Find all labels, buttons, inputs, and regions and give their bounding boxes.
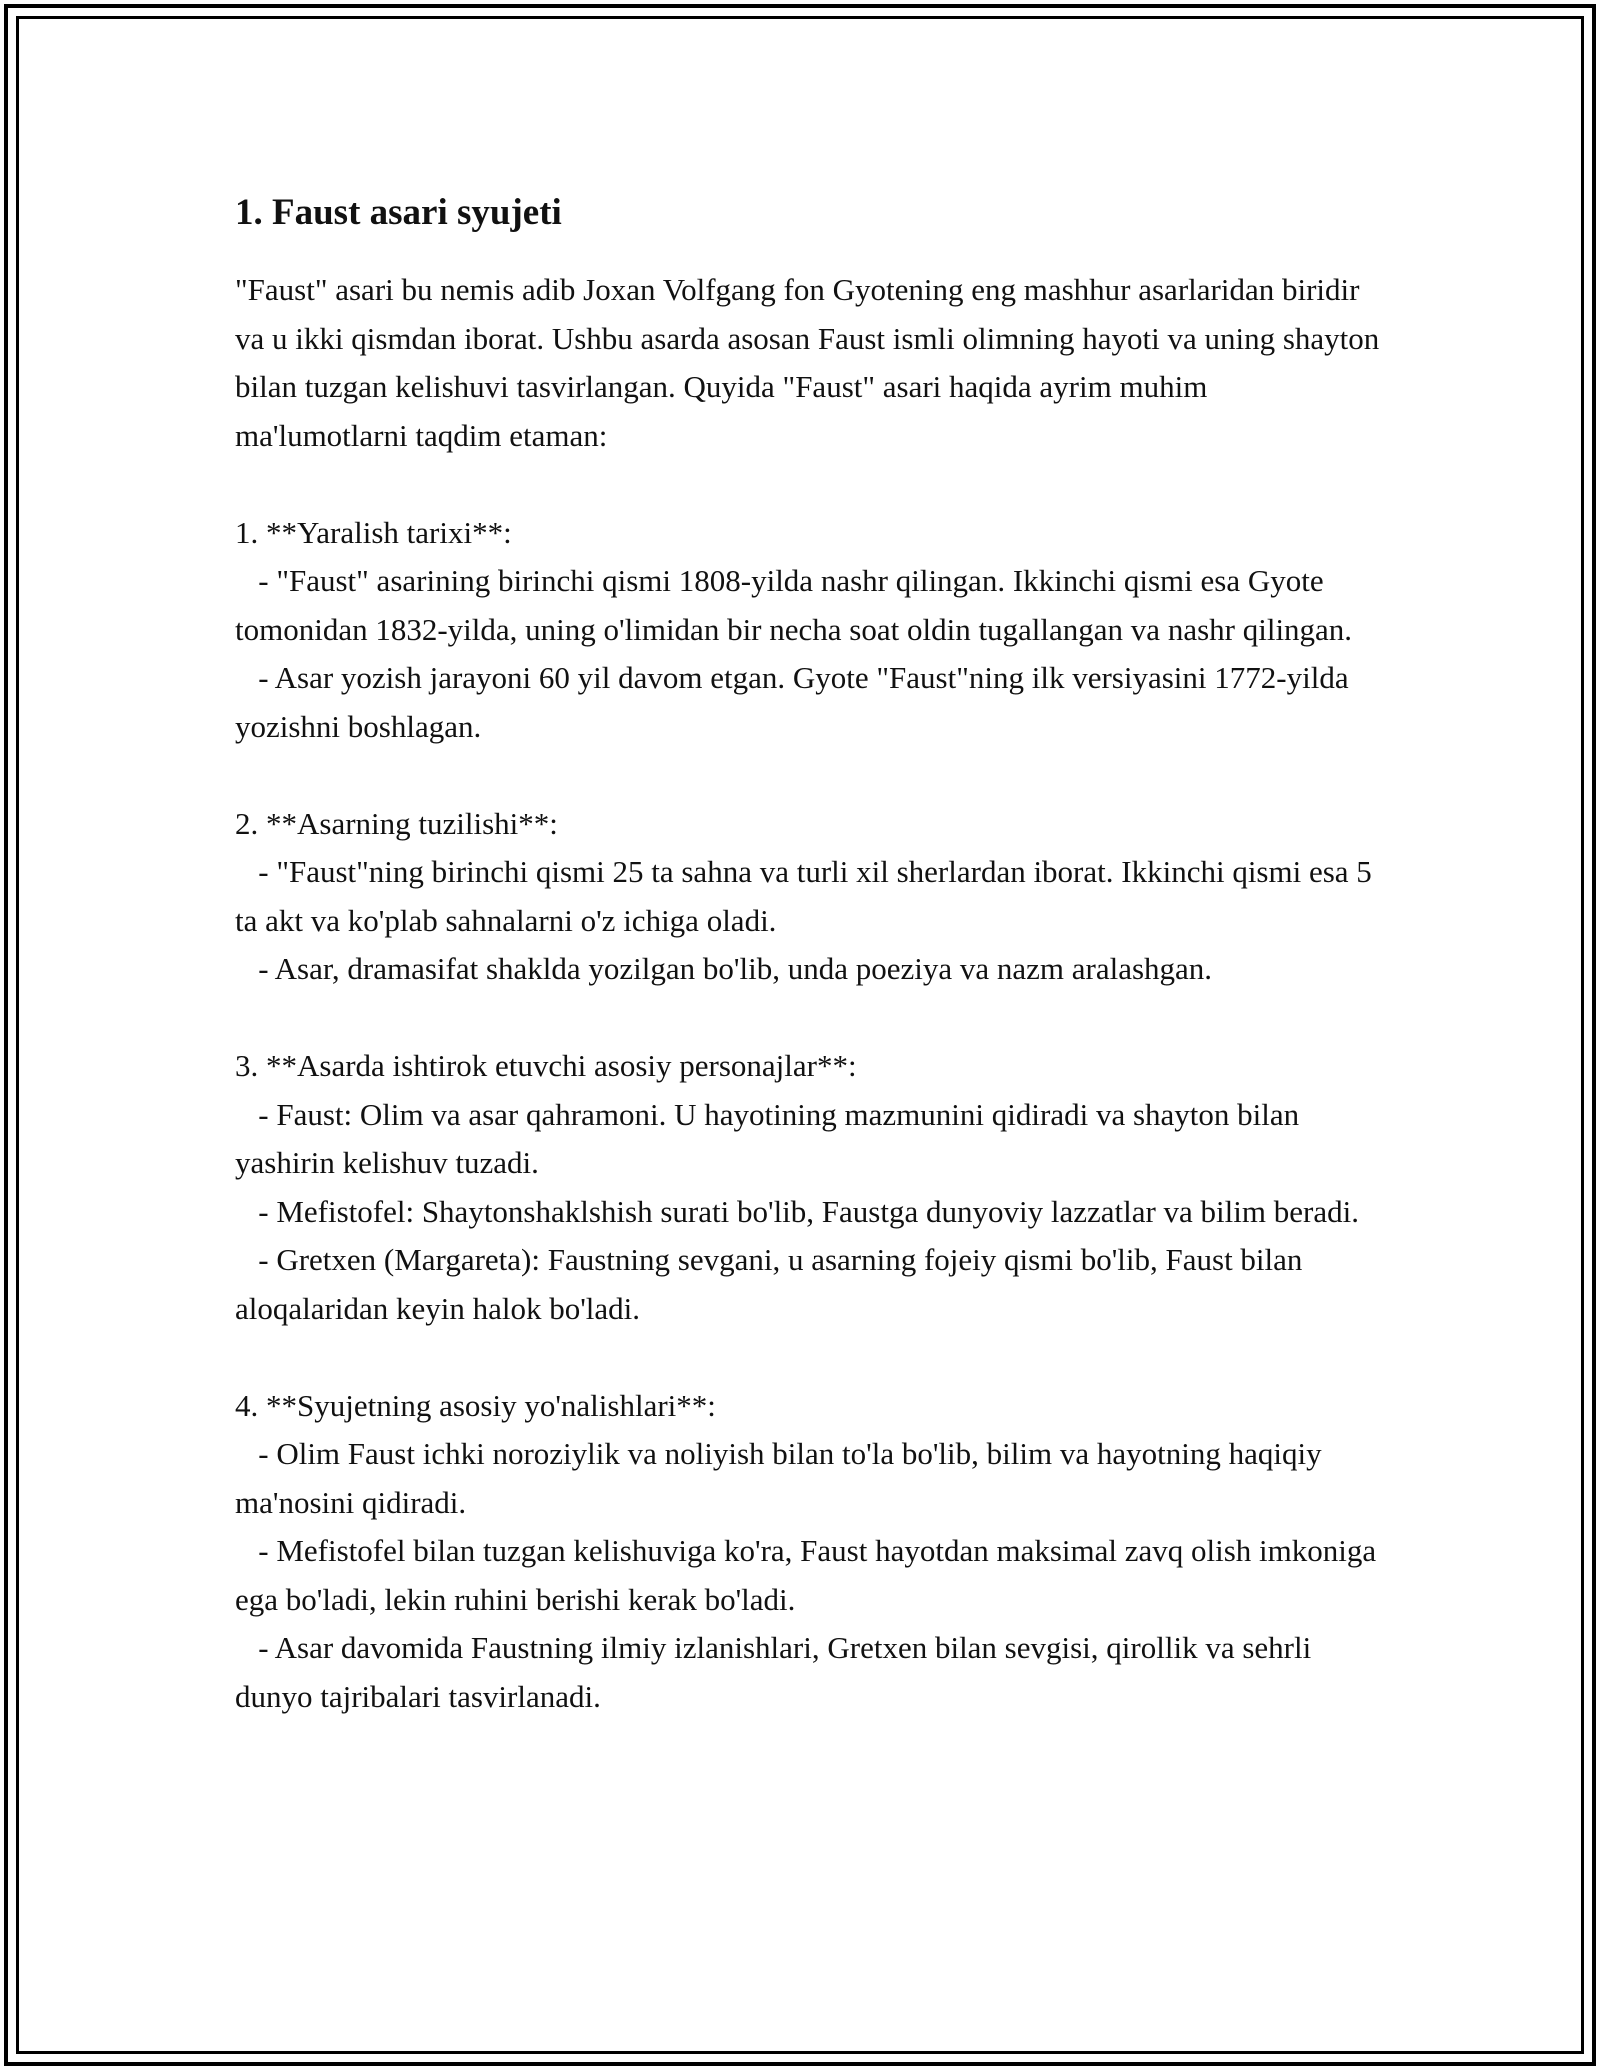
document-heading: 1. Faust asari syujeti xyxy=(235,192,562,233)
section-item: - Faust: Olim va asar qahramoni. U hayotining mazmunini qidiradi va shayton bilan yashirin kelishuv tuzadi. xyxy=(235,1096,1307,1180)
section-item: - Asar davomida Faustning ilmiy izlanishlari, Gretxen bilan sevgisi, qirollik va sehrli dunyo tajribalari tasvirlanadi. xyxy=(235,1630,1319,1714)
document-body xyxy=(235,188,1388,1721)
paragraph-gap xyxy=(235,994,1385,1043)
section-item: - Mefistofel: Shaytonshaklshish surati bo'lib, Faustga dunyoviy lazzatlar va bilim beradi. xyxy=(235,1193,1359,1229)
intro-paragraph: "Faust" asari bu nemis adib Joxan Volfgang fon Gyotening eng mashhur asarlaridan biridir va u ikki qismdan iborat. Ushbu asarda asosan Faust ismli olimning hayoti va uning shayton bilan tuzgan kelishuvi tasvirlangan. Quyida "Faust" asari haqida ayrim muhim ma'lumotlarni taqdim etaman: xyxy=(235,272,1388,453)
section-item: - Asar yozish jarayoni 60 yil davom etgan. Gyote "Faust"ning ilk versiyasini 1772-yilda yozishni boshlagan. xyxy=(235,660,1357,744)
section-4 xyxy=(235,1382,1385,1722)
section-title: 3. **Asarda ishtirok etuvchi asosiy personajlar**: xyxy=(235,1048,857,1083)
section-1 xyxy=(235,509,1385,752)
section-title: 4. **Syujetning asosiy yo'nalishlari**: xyxy=(235,1387,716,1423)
paragraph-gap xyxy=(235,751,1385,800)
section-2 xyxy=(235,800,1385,994)
section-item: - Gretxen (Margareta): Faustning sevgani, u asarning fojeiy qismi bo'lib, Faust bilan aloqalaridan keyin halok bo'ladi. xyxy=(235,1242,1311,1326)
paragraph-gap xyxy=(235,1333,1385,1382)
section-item: - Olim Faust ichki noroziylik va noliyish bilan to'la bo'lib, bilim va hayotning haqiqiy ma'nosini qidiradi. xyxy=(235,1436,1330,1520)
section-item: - "Faust"ning birinchi qismi 25 ta sahna va turli xil sherlardan iborat. Ikkinchi qismi esa 5 ta akt va ko'plab sahnalarni o'z ichiga oladi. xyxy=(235,854,1380,938)
paragraph-gap xyxy=(235,460,1385,509)
section-item: - "Faust" asarining birinchi qismi 1808-yilda nashr qilingan. Ikkinchi qismi esa Gyote tomonidan 1832-yilda, uning o'limidan bir necha soat oldin tugallangan va nashr qilingan. xyxy=(235,563,1353,647)
section-title: 2. **Asarning tuzilishi**: xyxy=(235,805,558,841)
section-title: 1. **Yaralish tarixi**: xyxy=(235,514,512,550)
section-item: - Asar, dramasifat shaklda yozilgan bo'lib, unda poeziya va nazm aralashgan. xyxy=(235,951,1213,986)
section-3 xyxy=(235,1042,1385,1333)
section-item: - Mefistofel bilan tuzgan kelishuviga ko'ra, Faust hayotdan maksimal zavq olish imkoniga ega bo'ladi, lekin ruhini berishi kerak bo'ladi. xyxy=(235,1533,1384,1617)
